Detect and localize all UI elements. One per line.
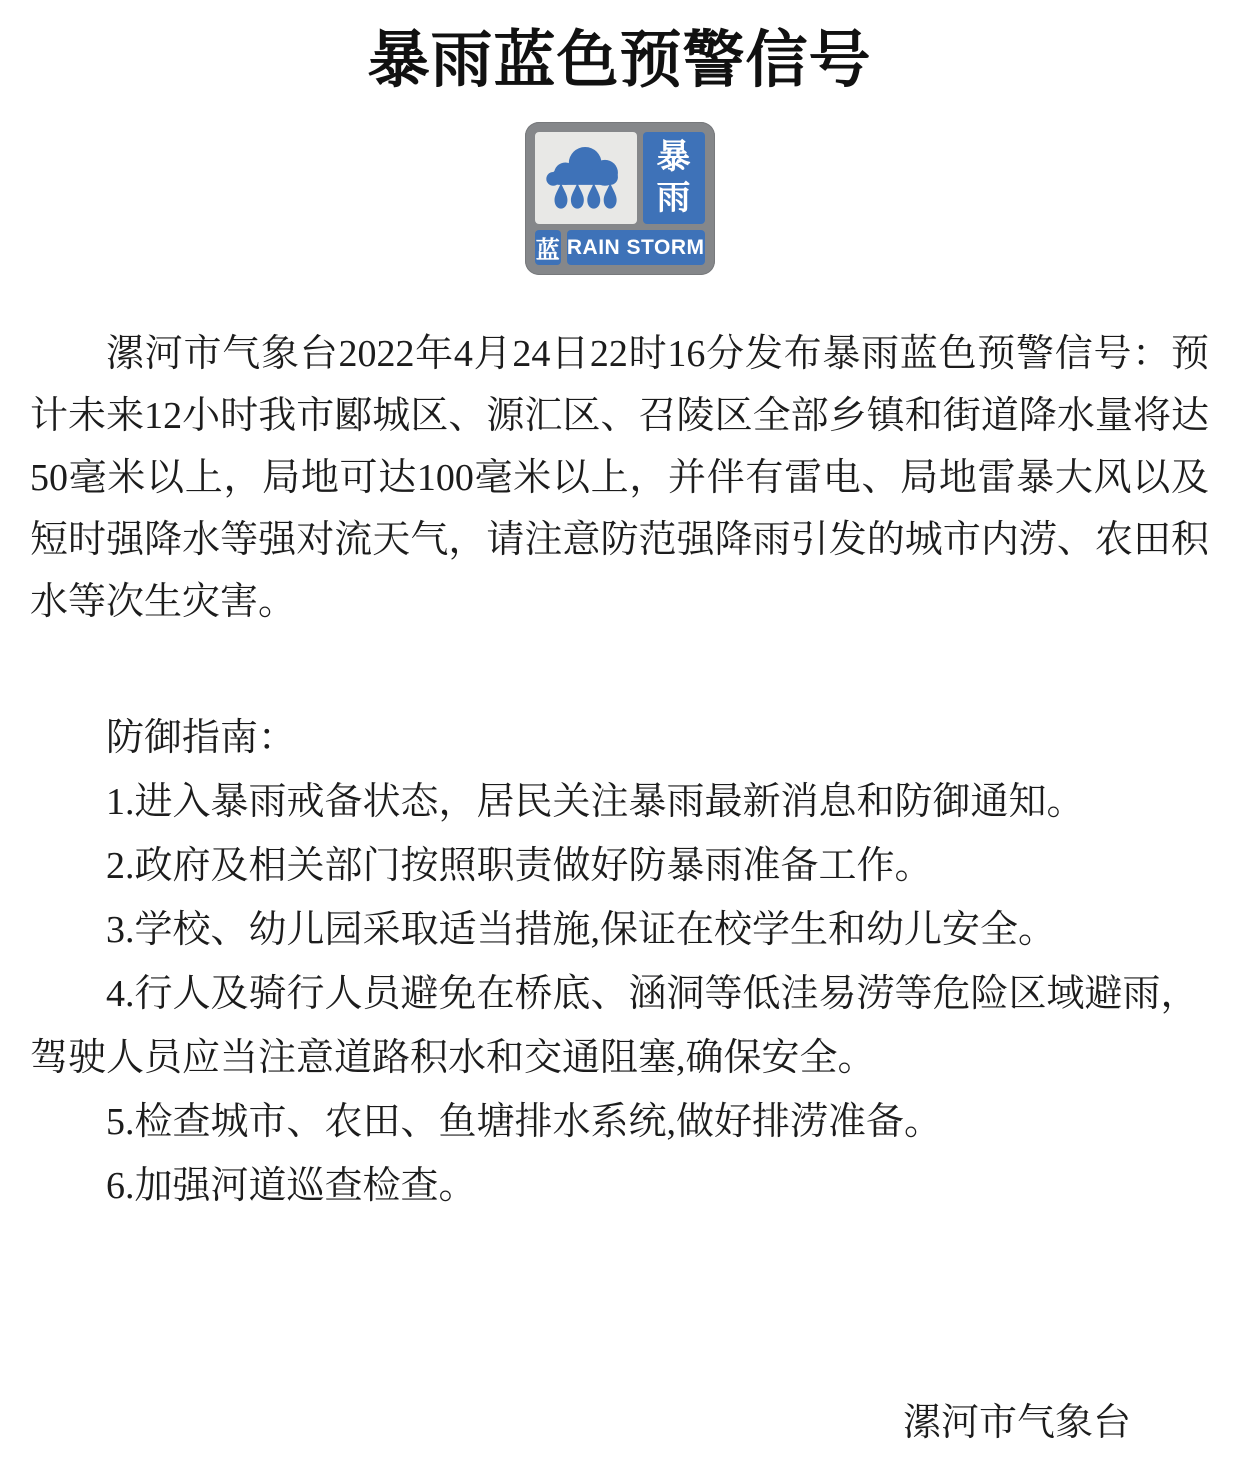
page-title: 暴雨蓝色预警信号 [367,27,872,95]
badge-type-label: RAIN STORM [567,230,705,265]
guide-item-line: 4.行人及骑行人员避免在桥底、涵洞等低洼易涝等危险区域避雨， [106,973,1199,1015]
badge-char-bottom: 雨 [656,179,691,217]
guide-item-line: 1.进入暴雨戒备状态，居民关注暴雨最新消息和防御通知。 [106,781,1085,823]
paragraph-line: 水等次生灾害。 [30,581,297,623]
guide-item-line: 5.检查城市、农田、鱼塘排水系统,做好排涝准备。 [106,1101,943,1143]
guide-item-line: 6.加强河道巡查检查。 [106,1165,477,1207]
badge-top-row [535,132,705,224]
guide-heading: 防御指南： [106,717,297,759]
issuer-signature: 漯河市气象台 [902,1402,1131,1444]
badge-level-label: 蓝 [535,230,561,265]
paragraph-line: 短时强降水等强对流天气，请注意防范强降雨引发的城市内涝、农田积 [30,519,1209,561]
paragraph-line: 50毫米以上，局地可达100毫米以上，并伴有雷电、局地雷暴大风以及 [30,457,1209,499]
badge-name-panel [643,132,705,224]
paragraph-line: 计未来12小时我市郾城区、源汇区、召陵区全部乡镇和街道降水量将达 [30,395,1209,437]
warning-paragraph [30,323,1209,633]
defense-guide-section [30,706,1209,1218]
badge-char-top: 暴 [656,138,691,176]
guide-item-line: 3.学校、幼儿园采取适当措施,保证在校学生和幼儿安全。 [106,909,1057,951]
badge-container [0,122,1239,275]
rain-cloud-icon [535,132,637,224]
paragraph-line: 漯河市气象台2022年4月24日22时16分发布暴雨蓝色预警信号：预 [106,333,1209,375]
document-body [30,323,1209,1218]
guide-item-line: 2.政府及相关部门按照职责做好防暴雨准备工作。 [106,845,933,887]
badge-bottom-row [535,230,705,265]
rainstorm-blue-warning-badge [525,122,715,275]
guide-item-line: 驾驶人员应当注意道路积水和交通阻塞,确保安全。 [30,1037,876,1079]
